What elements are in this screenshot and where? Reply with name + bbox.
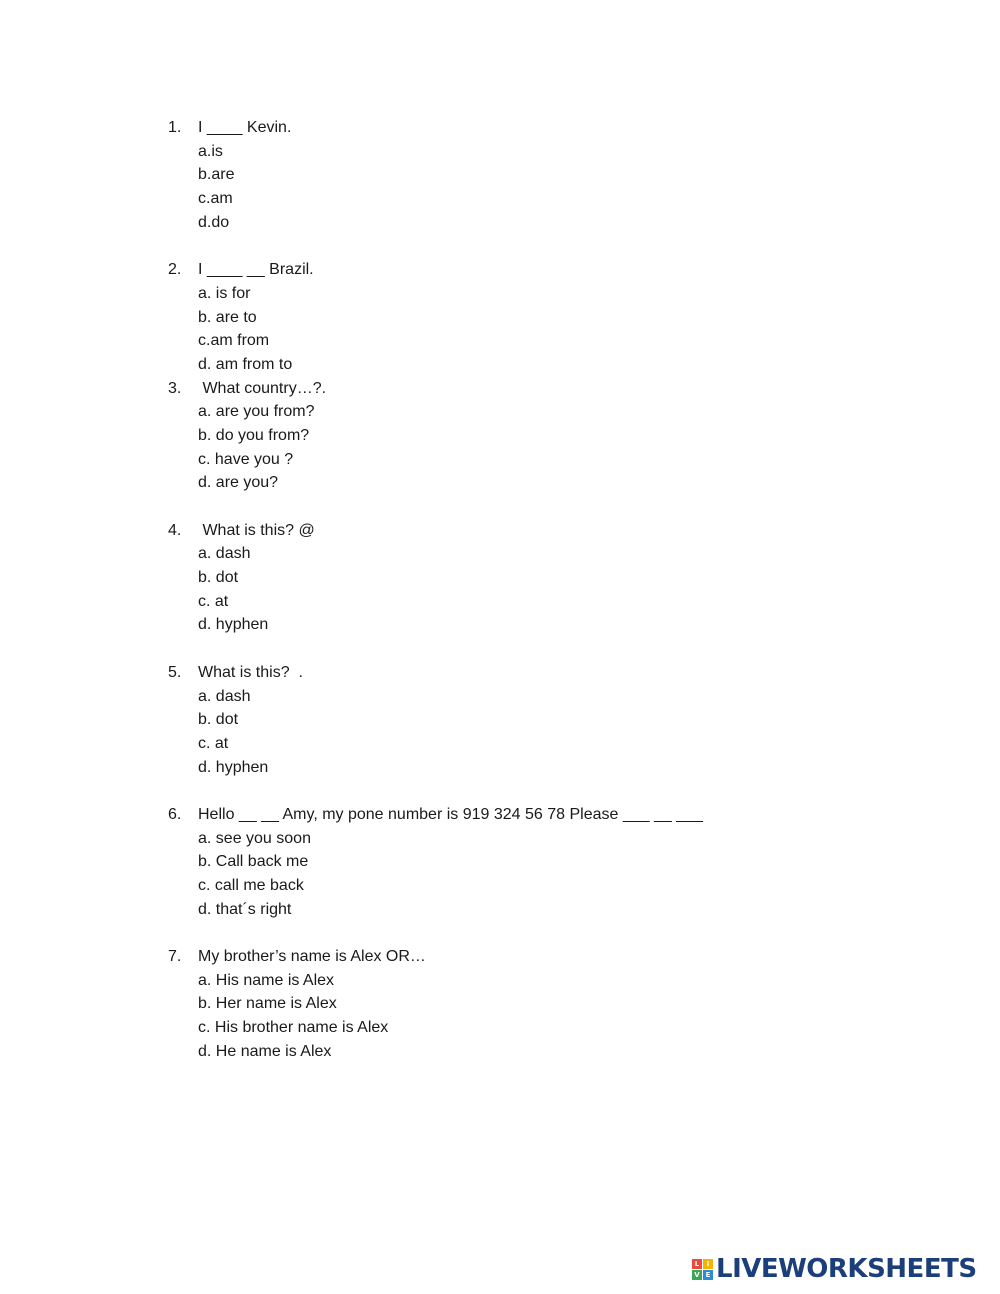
question-number: 7. [168, 948, 182, 966]
answer-option: c. at [198, 734, 229, 752]
spacer [168, 779, 888, 803]
answer-option: d. are you? [198, 474, 279, 492]
answer-option: b.are [198, 166, 235, 184]
question-stem: Hello __ __ Amy, my pone number is 919 324 56 78 Please ___ __ ___ [198, 805, 703, 823]
question-3 [168, 377, 888, 401]
worksheet [168, 116, 888, 1064]
spacer [168, 637, 888, 661]
answer-option: d.do [198, 213, 230, 231]
question-7 [168, 945, 888, 969]
spacer [168, 234, 888, 258]
live-logo-icon [692, 1259, 713, 1280]
question-stem: What is this? @ [198, 521, 315, 539]
question-number: 5. [168, 663, 182, 681]
question-stem: I ____ Kevin. [198, 119, 292, 136]
answer-option: a. are you from? [198, 403, 315, 421]
answer-option: b. Call back me [198, 853, 309, 871]
answer-option: c. at [198, 592, 229, 610]
question-number: 3. [168, 379, 182, 397]
answer-option: c. call me back [198, 877, 304, 894]
spacer [168, 495, 888, 519]
spacer [168, 921, 888, 945]
answer-option: a. see you soon [198, 829, 311, 847]
answer-option: d. am from to [198, 355, 293, 373]
answer-option: d. He name is Alex [198, 1042, 332, 1060]
question-stem: My brother’s name is Alex OR… [198, 948, 426, 966]
logo-tile: V [692, 1270, 702, 1280]
logo-tile: I [703, 1259, 713, 1269]
liveworksheets-logo [692, 1254, 977, 1284]
question-number: 2. [168, 261, 182, 279]
answer-option: c. have you ? [198, 450, 294, 468]
question-number: 4. [168, 521, 182, 539]
answer-option: c.am [198, 190, 233, 208]
question-1 [168, 116, 888, 140]
answer-option: c.am from [198, 332, 270, 350]
question-5 [168, 661, 888, 685]
question-4 [168, 519, 888, 543]
answer-option: b. dot [198, 711, 239, 729]
question-stem: I ____ __ Brazil. [198, 261, 314, 279]
answer-option: d. hyphen [198, 616, 269, 634]
answer-option: b. Her name is Alex [198, 995, 337, 1013]
brand-name: LIVEWORKSHEETS [716, 1254, 977, 1284]
logo-tile: L [692, 1259, 702, 1269]
question-stem: What is this? . [198, 663, 303, 681]
question-2 [168, 258, 888, 282]
question-6 [168, 803, 888, 827]
answer-option: a. is for [198, 284, 251, 302]
answer-option: d. hyphen [198, 758, 269, 776]
answer-option: b. dot [198, 569, 239, 587]
question-number: 6. [168, 805, 182, 823]
answer-option: b. are to [198, 308, 257, 326]
answer-option: a. His name is Alex [198, 971, 335, 989]
answer-option: b. do you from? [198, 426, 310, 444]
answer-option: a.is [198, 142, 223, 160]
question-number: 1. [168, 119, 182, 136]
question-stem: What country…?. [198, 379, 327, 397]
answer-option: a. dash [198, 687, 251, 705]
logo-tile: E [703, 1270, 713, 1280]
answer-option: d. that´s right [198, 900, 292, 918]
answer-option: a. dash [198, 545, 251, 563]
answer-option: c. His brother name is Alex [198, 1019, 389, 1037]
